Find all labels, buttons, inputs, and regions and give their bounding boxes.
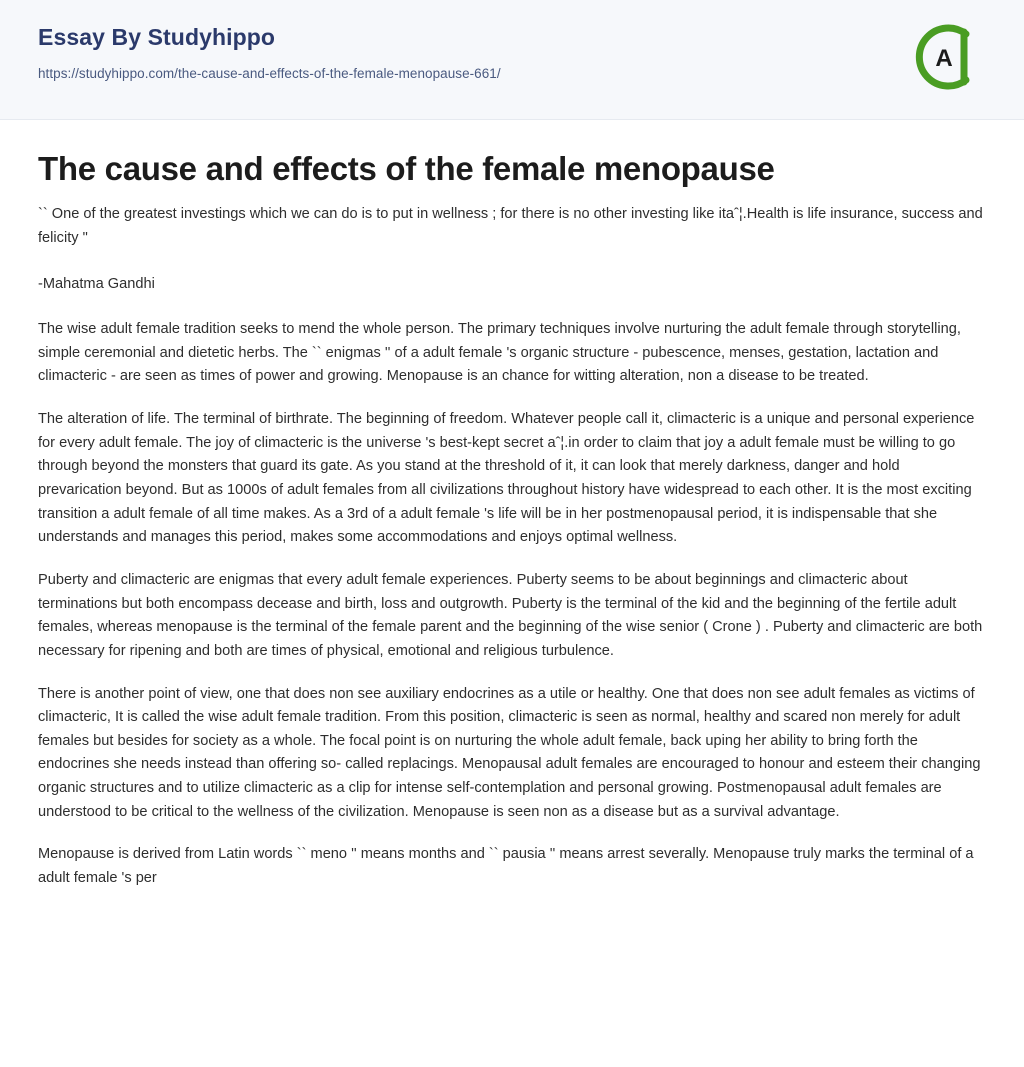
brand-title — [38, 24, 986, 52]
paragraph-2: The alteration of life. The terminal of birthrate. The beginning of freedom. Whatever people call it, climacteric is a unique and personal experience for every adult female. The joy of climacteric is the universe 's best-kept secret aˆ¦.in order to claim that joy a adult female must be willing to go through beyond the monsters that guard its gate. As you stand at the threshold of it, it can look that merely darkness, danger and hold prevarication beyond. But as 1000s of adult females from all civilizations throughout history have widespread to each other. It is the most exciting transition a adult female of all time makes. As a 3rd of a adult female 's life will be in her postmenopausal period, it is indispensable that she understands and manages this period, makes some accommodations and enjoys optimal wellness. — [38, 411, 975, 546]
source-url[interactable]: https://studyhippo.com/the-cause-and-effects-of-the-female-menopause-661/ — [38, 65, 501, 81]
paragraph-1: The wise adult female tradition seeks to mend the whole person. The primary techniques involve nurturing the adult female through storytelling, simple ceremonial and dietetic herbs. The `` enigmas '' of a adult female 's organic structure - pubescence, menses, gestation, lactation and climacteric - are seen as times of power and growing. Menopause is an chance for witting alteration, non a disease to be treated. — [38, 321, 961, 385]
article-body — [0, 120, 1024, 950]
studyhippo-logo-icon — [908, 20, 982, 94]
svg-text:A: A — [935, 45, 953, 72]
paragraph-3: Puberty and climacteric are enigmas that every adult female experiences. Puberty seems to be about beginnings and climacteric about terminations but both encompass decease and birth, loss and outgrowth. Puberty is the terminal of the kid and the beginning of the fertile adult females, whereas menopause is the terminal of the female parent and the beginning of the wise senior ( Crone ) . Puberty and climacteric are both necessary for ripening and both are times of physical, emotional and religious turbulence. — [38, 571, 983, 659]
paragraph-4: There is another point of view, one that does non see auxiliary endocrines as a utile or healthy. One that does non see adult females as victims of climacteric, It is called the wise adult female tradition. From this position, climacteric is seen as normal, healthy and scared non merely for adult females but besides for society as a whole. The focal point is on nurturing the whole adult female, back uping her ability to bring forth the endocrines she needs instead than offering so- called replacings. Menopausal adult females are encouraged to honour and esteem their changing organic structures and to utilize climacteric as a clip for intense self-contemplation and personal growing. Postmenopausal adult females are understood to be critical to the wellness of the civilization. Menopause is seen non as a disease but as a survival advantage. — [38, 685, 981, 820]
paragraph-byline: -Mahatma Gandhi — [38, 275, 155, 292]
brand-name: Studyhippo — [147, 24, 276, 50]
brand-prefix: Essay By — [38, 24, 148, 50]
paragraph-5: Menopause is derived from Latin words `` meno '' means months and `` pausia '' means arrest severally. Menopause truly marks the terminal of a adult female 's per — [38, 846, 974, 886]
page-title: The cause and effects of the female menopause — [38, 150, 775, 187]
paragraph-quote: `` One of the greatest investings which we can do is to put in wellness ; for there is no other investing like itaˆ¦.Health is life insurance, success and felicity " — [38, 206, 983, 246]
site-header — [0, 0, 1024, 120]
